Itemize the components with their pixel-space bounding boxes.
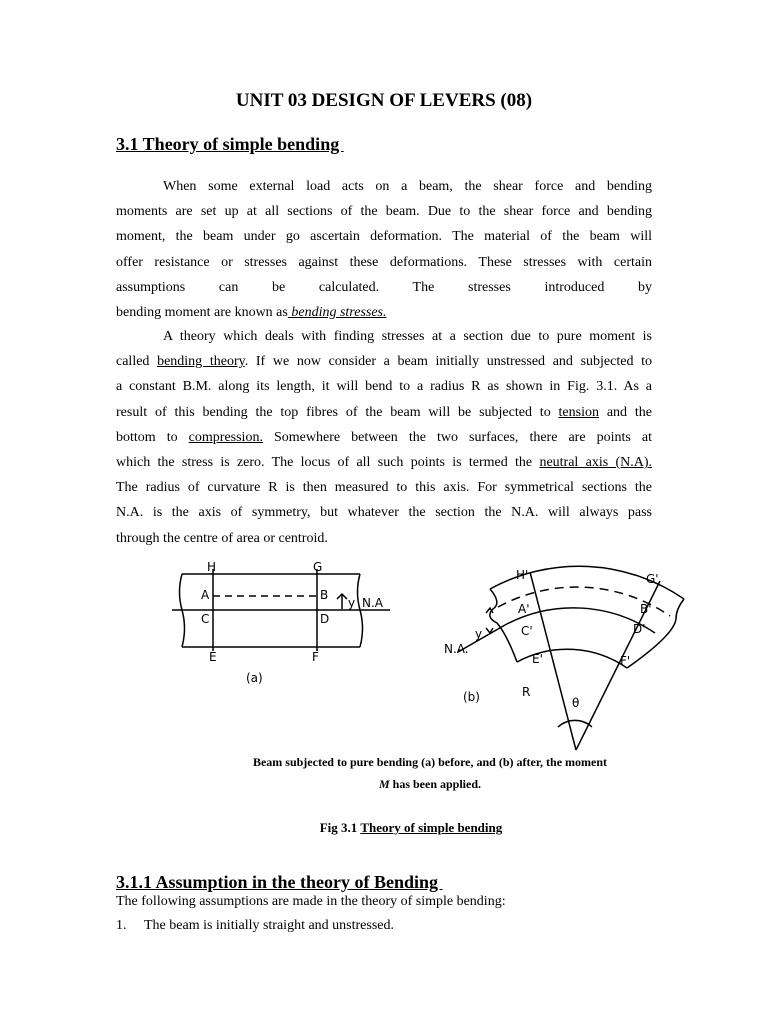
figure-caption-line-2	[0, 777, 768, 792]
label-f-prime: F'	[620, 654, 631, 668]
text-fragment: called	[116, 354, 158, 370]
unit-title: UNIT 03 DESIGN OF LEVERS (08)	[235, 90, 533, 111]
label-g: G	[313, 560, 323, 574]
label-d-prime: D'	[633, 622, 646, 636]
text-fragment: has been applied.	[389, 777, 482, 791]
text-fragment: Somewhere between the two surfaces, there are points at	[262, 429, 652, 445]
term-bending-stresses: bending stresses.	[287, 305, 387, 321]
text-line: offer resistance or stresses against these deformations. These stresses with certain	[116, 254, 652, 270]
text-fragment: result of this bending the top fibres of the beam will be subjected to	[116, 404, 559, 420]
assumptions-intro: The following assumptions are made in the theory of simple bending:	[116, 894, 506, 909]
label-b-prime: B'	[640, 602, 652, 616]
text-line	[116, 400, 652, 425]
list-item-text: The beam is initially straight and unstressed.	[144, 918, 395, 933]
label-c-prime: C'	[521, 624, 533, 638]
text-line	[116, 425, 652, 450]
beam-before-bending	[172, 569, 390, 651]
text-line: moments are set up at all sections of the beam. Due to the shear force and bending	[116, 204, 652, 220]
text-line: through the centre of area or centroid.	[116, 530, 328, 546]
text-line: assumptions can be calculated. The stresses introduced by	[116, 279, 652, 295]
figure-title-term: Theory of simple bending	[360, 820, 503, 835]
term-compression: compression.	[188, 429, 263, 445]
text-line: The radius of curvature R is then measured to this axis. For symmetrical sections the	[116, 480, 652, 496]
label-y-bent: y	[475, 627, 483, 641]
figure-caption-line-1: Beam subjected to pure bending (a) before, and (b) after, the moment	[252, 755, 608, 769]
label-g-prime: G'	[646, 572, 659, 586]
paragraph-bending-stresses	[116, 174, 652, 325]
text-line: N.A. is the axis of symmetry, but whatever the section the N.A. will always pass	[116, 505, 652, 521]
label-a-prime: A'	[518, 602, 530, 616]
list-item	[116, 918, 394, 934]
paragraph-bending-theory	[116, 324, 652, 551]
moment-variable: M	[378, 777, 390, 791]
label-radius: R	[522, 685, 531, 699]
text-line: When some external load acts on a beam, the shear force and bending	[163, 179, 652, 194]
list-item-number: 1.	[116, 918, 127, 933]
text-fragment: which the stress is zero. The locus of all such points is termed the	[116, 455, 540, 471]
beam-bending-figure	[160, 555, 700, 751]
text-line	[116, 450, 652, 475]
caption-a: (a)	[246, 671, 263, 685]
section-heading-3-1-1: 3.1.1 Assumption in the theory of Bending	[116, 872, 443, 892]
label-b: B	[320, 588, 329, 602]
term-neutral-axis: neutral axis (N.A).	[539, 455, 652, 471]
text-line	[116, 349, 652, 374]
label-e: E	[209, 650, 217, 664]
text-fragment: . If we now consider a beam initially unstressed and subjected to	[244, 354, 652, 370]
figure-number: Fig 3.1	[319, 820, 361, 835]
beam-after-bending	[458, 566, 684, 750]
label-d: D	[320, 612, 330, 626]
label-h: H	[207, 560, 217, 574]
label-y: y	[348, 596, 356, 610]
label-e-prime: E'	[532, 652, 543, 666]
caption-b: (b)	[463, 690, 480, 704]
text-line: moment, the beam under go ascertain deformation. The material of the beam will	[116, 229, 652, 245]
text-fragment: bottom to	[116, 429, 189, 445]
section-heading-3-1: 3.1 Theory of simple bending	[116, 134, 344, 154]
figure-title	[0, 820, 768, 836]
label-a: A	[201, 588, 210, 602]
label-neutral-axis-bent: N.A.	[444, 642, 469, 656]
text-fragment: bending moment are known as	[116, 305, 288, 321]
term-tension: tension	[558, 404, 599, 420]
text-line: A theory which deals with finding stresses at a section due to pure moment is	[163, 329, 652, 344]
label-theta: θ	[572, 696, 580, 710]
beam-bending-diagram	[160, 555, 700, 751]
term-bending-theory: bending theory	[157, 354, 245, 370]
text-fragment: and the	[598, 404, 652, 420]
label-h-prime: H'	[516, 568, 529, 582]
label-c: C	[201, 612, 210, 626]
text-line	[116, 300, 652, 325]
text-line: a constant B.M. along its length, it will bend to a radius R as shown in Fig. 3.1. As a	[116, 379, 652, 395]
label-f: F	[312, 650, 319, 664]
label-neutral-axis: N.A	[362, 596, 383, 610]
